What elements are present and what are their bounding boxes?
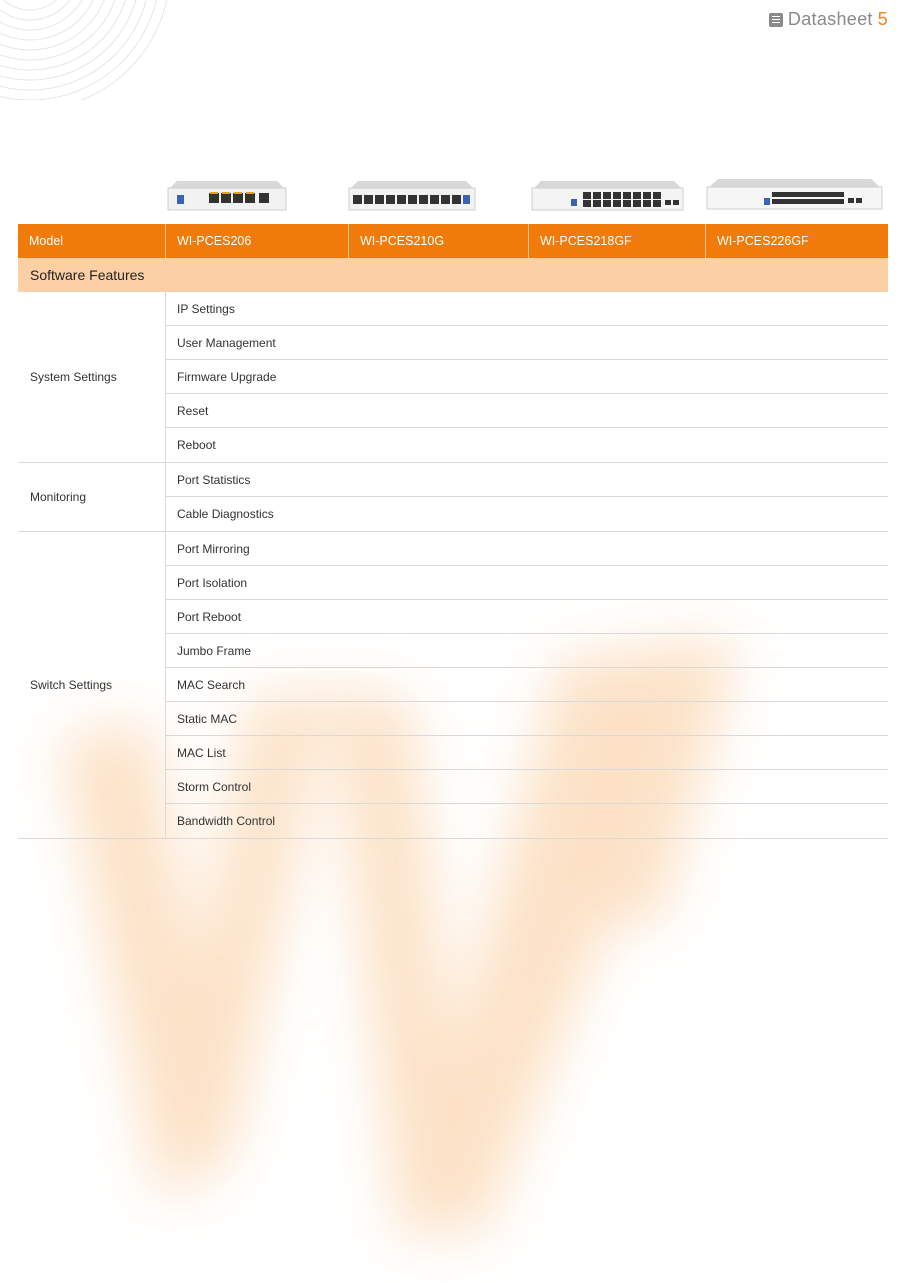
- feature-item: Cable Diagnostics: [177, 507, 274, 521]
- model-name: WI-PCES210G: [349, 224, 529, 258]
- feature-item: MAC Search: [166, 668, 888, 702]
- header-title: Datasheet: [787, 9, 873, 29]
- section-title: Software Features: [18, 258, 888, 292]
- group-switch-settings: [18, 532, 888, 839]
- feature-item: Reboot: [177, 438, 216, 452]
- switch-image-wi-pces218gf: [531, 179, 684, 211]
- page-number: 5: [877, 9, 888, 29]
- group-system-settings: [18, 292, 888, 463]
- model-header-row: [18, 224, 888, 258]
- page-header: [769, 9, 888, 30]
- model-name: WI-PCES218GF: [529, 224, 706, 258]
- switch-image-wi-pces206: [167, 178, 287, 212]
- group-label: Switch Settings: [18, 532, 166, 838]
- switch-image-wi-pces210g: [348, 179, 476, 211]
- model-name: WI-PCES206: [166, 224, 349, 258]
- feature-item: User Management: [166, 326, 888, 360]
- feature-item: Jumbo Frame: [166, 634, 888, 668]
- document-list-icon: [769, 13, 783, 27]
- feature-item: Port Mirroring: [166, 532, 888, 566]
- feature-item: Port Statistics: [166, 463, 888, 497]
- feature-item: MAC List: [166, 736, 888, 770]
- features-table: [18, 224, 888, 839]
- model-label: Model: [18, 224, 166, 258]
- group-monitoring: [18, 463, 888, 532]
- feature-item: Storm Control: [166, 770, 888, 804]
- feature-item: IP Settings: [166, 292, 888, 326]
- feature-item: Reset: [166, 394, 888, 428]
- decorative-arcs: [0, 0, 190, 100]
- feature-item: Port Isolation: [166, 566, 888, 600]
- feature-item: Port Reboot: [166, 600, 888, 634]
- feature-item: Static MAC: [166, 702, 888, 736]
- model-name: WI-PCES226GF: [717, 234, 809, 248]
- switch-image-wi-pces226gf: [706, 177, 883, 211]
- product-images: [0, 176, 900, 216]
- group-label: System Settings: [18, 292, 166, 462]
- group-label: Monitoring: [18, 463, 166, 531]
- feature-item: Firmware Upgrade: [166, 360, 888, 394]
- feature-item: Bandwidth Control: [177, 814, 276, 828]
